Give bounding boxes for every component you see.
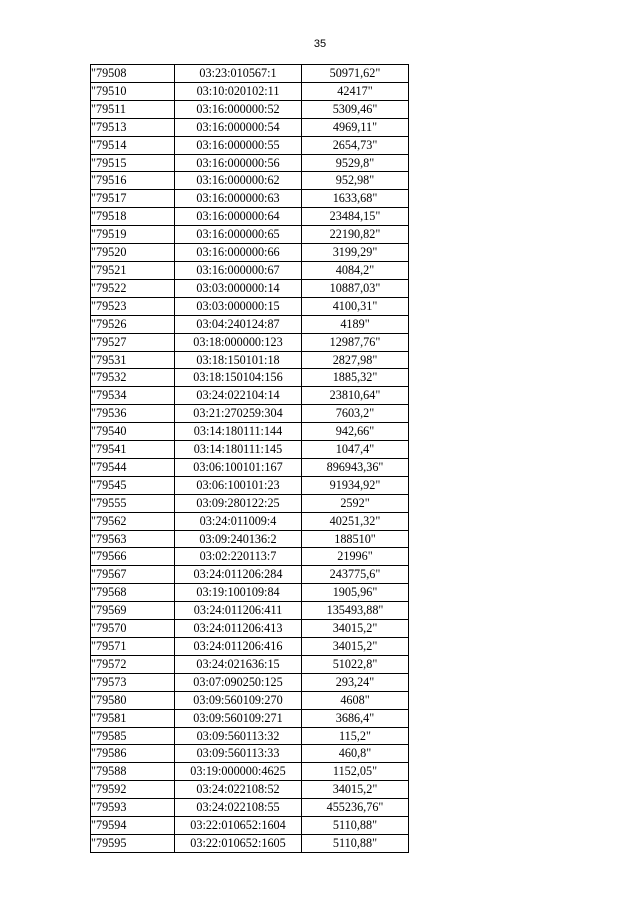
cadastral-number-cell: 03:19:000000:4625 [175, 763, 302, 781]
value-cell: 5110,88" [302, 834, 409, 852]
table-row [91, 655, 409, 673]
table-row [91, 709, 409, 727]
table-row [91, 817, 409, 835]
table-row [91, 763, 409, 781]
cadastral-number-cell: 03:16:000000:55 [175, 136, 302, 154]
row-id-cell: "79566 [91, 548, 175, 566]
row-id-cell: "79569 [91, 602, 175, 620]
table-row [91, 154, 409, 172]
cadastral-number-cell: 03:06:100101:23 [175, 476, 302, 494]
cadastral-number-cell: 03:16:000000:56 [175, 154, 302, 172]
value-cell: 4084,2" [302, 261, 409, 279]
row-id-cell: "79510 [91, 82, 175, 100]
table-row [91, 602, 409, 620]
row-id-cell: "79540 [91, 423, 175, 441]
value-cell: 455236,76" [302, 799, 409, 817]
cadastral-number-cell: 03:16:000000:67 [175, 261, 302, 279]
cadastral-number-cell: 03:21:270259:304 [175, 405, 302, 423]
cadastral-number-cell: 03:16:000000:65 [175, 226, 302, 244]
row-id-cell: "79585 [91, 727, 175, 745]
row-id-cell: "79523 [91, 297, 175, 315]
value-cell: 51022,8" [302, 655, 409, 673]
value-cell: 1047,4" [302, 441, 409, 459]
cadastral-number-cell: 03:04:240124:87 [175, 315, 302, 333]
table-row [91, 834, 409, 852]
table-row [91, 315, 409, 333]
cadastral-number-cell: 03:24:011009:4 [175, 512, 302, 530]
table-row [91, 333, 409, 351]
cadastral-number-cell: 03:16:000000:66 [175, 244, 302, 262]
cadastral-number-cell: 03:18:150101:18 [175, 351, 302, 369]
row-id-cell: "79562 [91, 512, 175, 530]
data-table [90, 64, 409, 853]
cadastral-number-cell: 03:19:100109:84 [175, 584, 302, 602]
row-id-cell: "79522 [91, 279, 175, 297]
value-cell: 21996" [302, 548, 409, 566]
row-id-cell: "79514 [91, 136, 175, 154]
cadastral-number-cell: 03:09:560113:32 [175, 727, 302, 745]
cadastral-number-cell: 03:16:000000:52 [175, 100, 302, 118]
row-id-cell: "79586 [91, 745, 175, 763]
value-cell: 4608" [302, 691, 409, 709]
table-row [91, 297, 409, 315]
value-cell: 23484,15" [302, 208, 409, 226]
value-cell: 1885,32" [302, 369, 409, 387]
cadastral-number-cell: 03:10:020102:11 [175, 82, 302, 100]
cadastral-number-cell: 03:16:000000:62 [175, 172, 302, 190]
row-id-cell: "79527 [91, 333, 175, 351]
value-cell: 4100,31" [302, 297, 409, 315]
value-cell: 34015,2" [302, 781, 409, 799]
row-id-cell: "79526 [91, 315, 175, 333]
value-cell: 34015,2" [302, 620, 409, 638]
table-row [91, 727, 409, 745]
cadastral-number-cell: 03:07:090250:125 [175, 673, 302, 691]
table-row [91, 190, 409, 208]
value-cell: 243775,6" [302, 566, 409, 584]
cadastral-number-cell: 03:18:150104:156 [175, 369, 302, 387]
cadastral-number-cell: 03:22:010652:1605 [175, 834, 302, 852]
row-id-cell: "79588 [91, 763, 175, 781]
row-id-cell: "79555 [91, 494, 175, 512]
cadastral-number-cell: 03:24:022104:14 [175, 387, 302, 405]
table-row [91, 441, 409, 459]
value-cell: 188510" [302, 530, 409, 548]
table-row [91, 351, 409, 369]
value-cell: 40251,32" [302, 512, 409, 530]
value-cell: 135493,88" [302, 602, 409, 620]
value-cell: 293,24" [302, 673, 409, 691]
cadastral-number-cell: 03:18:000000:123 [175, 333, 302, 351]
cadastral-number-cell: 03:09:560109:271 [175, 709, 302, 727]
row-id-cell: "79567 [91, 566, 175, 584]
value-cell: 3199,29" [302, 244, 409, 262]
row-id-cell: "79571 [91, 638, 175, 656]
value-cell: 7603,2" [302, 405, 409, 423]
value-cell: 9529,8" [302, 154, 409, 172]
value-cell: 3686,4" [302, 709, 409, 727]
value-cell: 896943,36" [302, 458, 409, 476]
table-row [91, 82, 409, 100]
row-id-cell: "79541 [91, 441, 175, 459]
value-cell: 50971,62" [302, 65, 409, 83]
table-row [91, 530, 409, 548]
value-cell: 460,8" [302, 745, 409, 763]
cadastral-number-cell: 03:09:560109:270 [175, 691, 302, 709]
row-id-cell: "79516 [91, 172, 175, 190]
cadastral-number-cell: 03:16:000000:63 [175, 190, 302, 208]
cadastral-number-cell: 03:24:021636:15 [175, 655, 302, 673]
row-id-cell: "79573 [91, 673, 175, 691]
cadastral-number-cell: 03:22:010652:1604 [175, 817, 302, 835]
cadastral-number-cell: 03:24:011206:416 [175, 638, 302, 656]
row-id-cell: "79532 [91, 369, 175, 387]
row-id-cell: "79520 [91, 244, 175, 262]
cadastral-number-cell: 03:09:560113:33 [175, 745, 302, 763]
cadastral-number-cell: 03:09:240136:2 [175, 530, 302, 548]
table-row [91, 781, 409, 799]
table-row [91, 799, 409, 817]
value-cell: 1905,96" [302, 584, 409, 602]
table-row [91, 512, 409, 530]
table-row [91, 65, 409, 83]
row-id-cell: "79563 [91, 530, 175, 548]
row-id-cell: "79572 [91, 655, 175, 673]
value-cell: 2592" [302, 494, 409, 512]
row-id-cell: "79536 [91, 405, 175, 423]
value-cell: 42417" [302, 82, 409, 100]
table-row [91, 100, 409, 118]
row-id-cell: "79570 [91, 620, 175, 638]
row-id-cell: "79518 [91, 208, 175, 226]
row-id-cell: "79580 [91, 691, 175, 709]
value-cell: 115,2" [302, 727, 409, 745]
table-row [91, 279, 409, 297]
value-cell: 1152,05" [302, 763, 409, 781]
value-cell: 2827,98" [302, 351, 409, 369]
row-id-cell: "79568 [91, 584, 175, 602]
row-id-cell: "79508 [91, 65, 175, 83]
cadastral-number-cell: 03:24:022108:52 [175, 781, 302, 799]
table-row [91, 226, 409, 244]
table-row [91, 548, 409, 566]
table-row [91, 405, 409, 423]
cadastral-number-cell: 03:16:000000:64 [175, 208, 302, 226]
table-row [91, 584, 409, 602]
value-cell: 2654,73" [302, 136, 409, 154]
table-row [91, 172, 409, 190]
row-id-cell: "79534 [91, 387, 175, 405]
table-row [91, 118, 409, 136]
value-cell: 22190,82" [302, 226, 409, 244]
value-cell: 1633,68" [302, 190, 409, 208]
cadastral-number-cell: 03:14:180111:145 [175, 441, 302, 459]
table-row [91, 745, 409, 763]
table-row [91, 369, 409, 387]
row-id-cell: "79594 [91, 817, 175, 835]
table-row [91, 136, 409, 154]
cadastral-number-cell: 03:02:220113:7 [175, 548, 302, 566]
cadastral-number-cell: 03:24:011206:411 [175, 602, 302, 620]
value-cell: 952,98" [302, 172, 409, 190]
cadastral-number-cell: 03:23:010567:1 [175, 65, 302, 83]
table-row [91, 638, 409, 656]
cadastral-number-cell: 03:16:000000:54 [175, 118, 302, 136]
table-row [91, 566, 409, 584]
table-row [91, 476, 409, 494]
value-cell: 5309,46" [302, 100, 409, 118]
row-id-cell: "79581 [91, 709, 175, 727]
cadastral-number-cell: 03:14:180111:144 [175, 423, 302, 441]
row-id-cell: "79545 [91, 476, 175, 494]
row-id-cell: "79544 [91, 458, 175, 476]
table-row [91, 208, 409, 226]
table-row [91, 691, 409, 709]
table-row [91, 244, 409, 262]
value-cell: 4189" [302, 315, 409, 333]
table-row [91, 458, 409, 476]
table-row [91, 423, 409, 441]
table-row [91, 673, 409, 691]
row-id-cell: "79592 [91, 781, 175, 799]
value-cell: 10887,03" [302, 279, 409, 297]
table-row [91, 620, 409, 638]
value-cell: 12987,76" [302, 333, 409, 351]
row-id-cell: "79519 [91, 226, 175, 244]
cadastral-number-cell: 03:06:100101:167 [175, 458, 302, 476]
table-body [91, 65, 409, 853]
table-row [91, 387, 409, 405]
value-cell: 5110,88" [302, 817, 409, 835]
row-id-cell: "79595 [91, 834, 175, 852]
row-id-cell: "79517 [91, 190, 175, 208]
value-cell: 23810,64" [302, 387, 409, 405]
row-id-cell: "79513 [91, 118, 175, 136]
cadastral-number-cell: 03:03:000000:15 [175, 297, 302, 315]
row-id-cell: "79593 [91, 799, 175, 817]
value-cell: 4969,11" [302, 118, 409, 136]
table-row [91, 494, 409, 512]
row-id-cell: "79531 [91, 351, 175, 369]
row-id-cell: "79515 [91, 154, 175, 172]
value-cell: 942,66" [302, 423, 409, 441]
cadastral-number-cell: 03:24:011206:284 [175, 566, 302, 584]
cadastral-number-cell: 03:24:011206:413 [175, 620, 302, 638]
cadastral-number-cell: 03:03:000000:14 [175, 279, 302, 297]
cadastral-number-cell: 03:09:280122:25 [175, 494, 302, 512]
table-row [91, 261, 409, 279]
row-id-cell: "79511 [91, 100, 175, 118]
row-id-cell: "79521 [91, 261, 175, 279]
value-cell: 91934,92" [302, 476, 409, 494]
value-cell: 34015,2" [302, 638, 409, 656]
cadastral-number-cell: 03:24:022108:55 [175, 799, 302, 817]
page-number: 35 [313, 38, 327, 50]
